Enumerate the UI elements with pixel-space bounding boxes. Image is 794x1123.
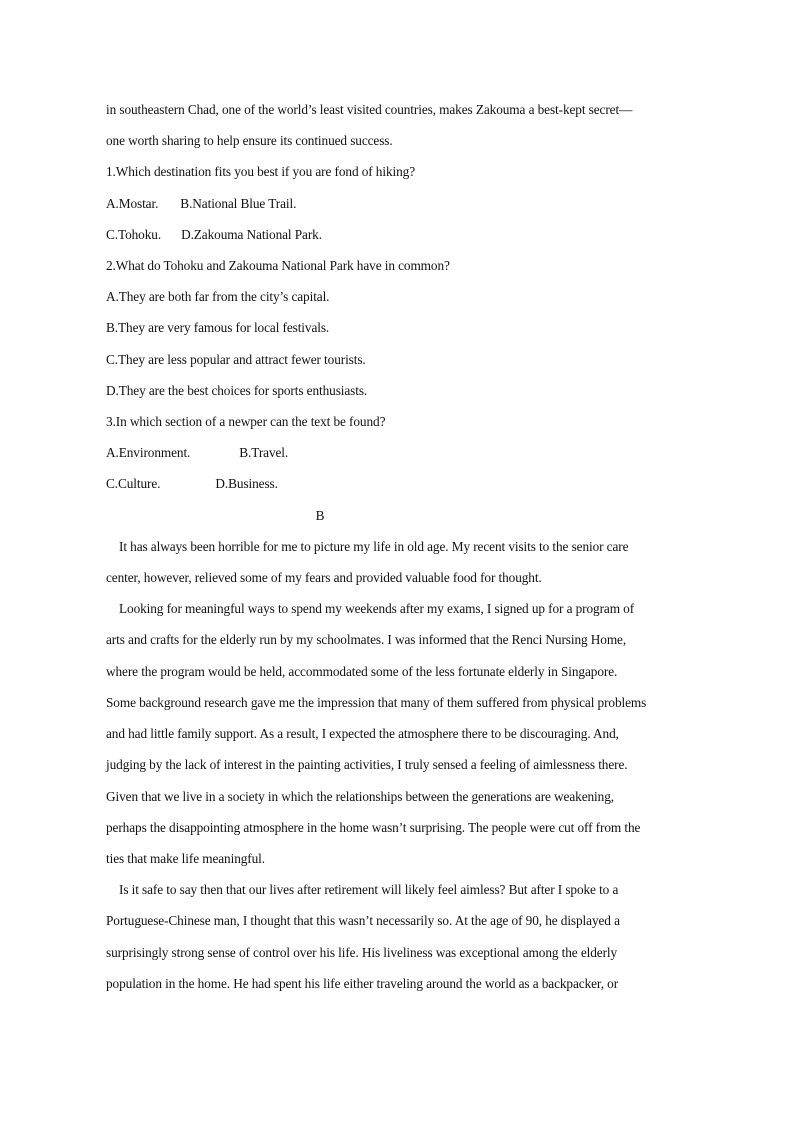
question-3-option-a: A.Environment.	[106, 445, 191, 460]
question-1-option-d: D.Zakouma National Park.	[181, 227, 322, 242]
question-3-stem: 3.In which section of a newper can the text be found?	[106, 414, 386, 429]
question-1-options-row-1	[106, 195, 696, 213]
section-b-line-1: It has always been horrible for me to picture my life in old age. My recent visits to the senior care	[119, 539, 629, 554]
section-b-line-10: perhaps the disappointing atmosphere in the home wasn’t surprising. The people were cut off from the	[106, 820, 641, 835]
question-2-option-c: C.They are less popular and attract fewer tourists.	[106, 352, 366, 367]
section-b-line-15: population in the home. He had spent his life either traveling around the world as a backpacker, or	[106, 976, 619, 991]
question-1-option-c: C.Tohoku.	[106, 227, 162, 242]
question-3-option-c: C.Culture.	[106, 476, 161, 491]
section-b-heading: B	[315, 508, 325, 523]
section-b-line-11: ties that make life meaningful.	[106, 851, 265, 866]
question-2-stem: 2.What do Tohoku and Zakouma National Park have in common?	[106, 258, 450, 273]
question-2-option-d: D.They are the best choices for sports enthusiasts.	[106, 383, 368, 398]
intro-line-2: one worth sharing to help ensure its continued success.	[106, 133, 393, 148]
section-b-line-2: center, however, relieved some of my fears and provided valuable food for thought.	[106, 570, 542, 585]
question-3-option-d: D.Business.	[215, 476, 278, 491]
section-b-line-5: where the program would be held, accommodated some of the less fortunate elderly in Singapore.	[106, 664, 618, 679]
question-1-stem: 1.Which destination fits you best if you are fond of hiking?	[106, 164, 415, 179]
section-b-line-13: Portuguese-Chinese man, I thought that this wasn’t necessarily so. At the age of 90, he displayed a	[106, 913, 620, 928]
section-b-line-3: Looking for meaningful ways to spend my weekends after my exams, I signed up for a program of	[119, 601, 635, 616]
question-1-option-b: B.National Blue Trail.	[180, 196, 297, 211]
section-b-line-4: arts and crafts for the elderly run by my schoolmates. I was informed that the Renci Nursing Home,	[106, 632, 627, 647]
question-2-option-b: B.They are very famous for local festivals.	[106, 320, 330, 335]
section-b-line-6: Some background research gave me the impression that many of them suffered from physical problems	[106, 695, 647, 710]
intro-line-1: in southeastern Chad, one of the world’s least visited countries, makes Zakouma a best-kept secret—	[106, 102, 633, 117]
section-b-line-7: and had little family support. As a result, I expected the atmosphere there to be discouraging. And,	[106, 726, 619, 741]
section-b-line-14: surprisingly strong sense of control over his life. His liveliness was exceptional among the elderly	[106, 945, 618, 960]
section-b-line-12: Is it safe to say then that our lives after retirement will likely feel aimless? But after I spoke to a	[119, 882, 619, 897]
question-1-option-a: A.Mostar.	[106, 196, 159, 211]
question-3-option-b: B.Travel.	[239, 445, 289, 460]
section-b-line-8: judging by the lack of interest in the painting activities, I truly sensed a feeling of aimlessness there.	[106, 757, 628, 772]
section-b-line-9: Given that we live in a society in which the relationships between the generations are weakening,	[106, 789, 614, 804]
question-2-option-a: A.They are both far from the city’s capital.	[106, 289, 330, 304]
question-3-options-row-1	[106, 444, 696, 462]
question-1-options-row-2	[106, 226, 696, 244]
question-3-options-row-2	[106, 475, 696, 493]
